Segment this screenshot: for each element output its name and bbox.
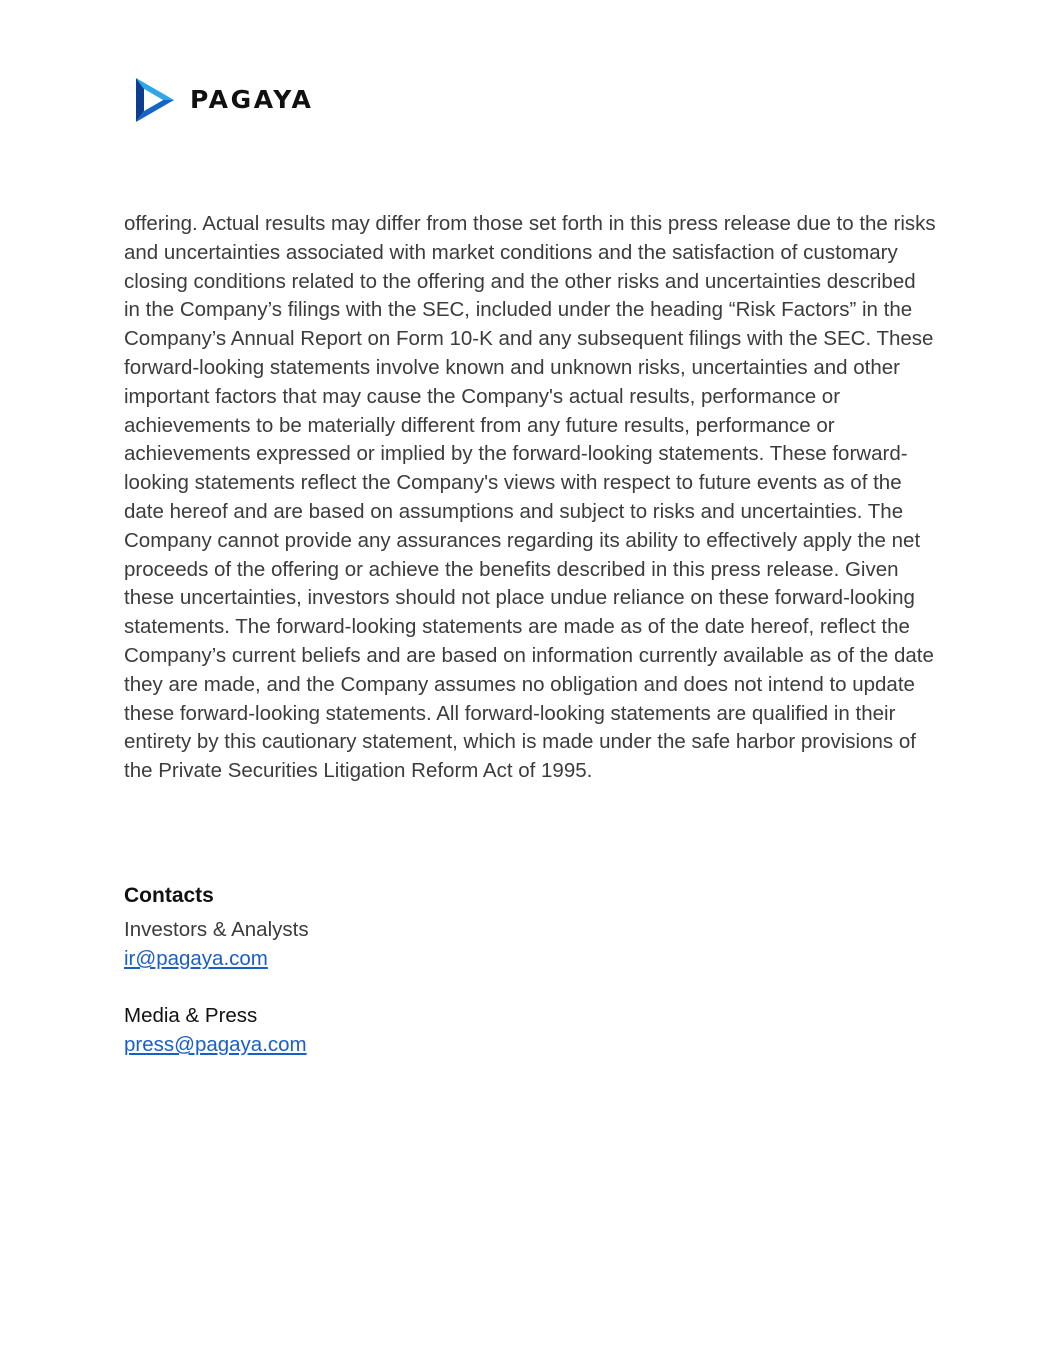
forward-looking-statements-paragraph: offering. Actual results may differ from those set forth in this press release due to the risks and uncertainties associated with market conditions and the satisfaction of customary closing conditions related to the offering and the other risks and uncertainties described in the Company’s filings with the SEC, included under the heading “Risk Factors” in the Company’s Annual Report on Form 10-K and any subsequent filings with the SEC. These forward-looking statements involve known and unknown risks, uncertainties and other important factors that may cause the Company's actual results, performance or achievements to be materially different from any future results, performance or achievements expressed or implied by the forward-looking statements. These forward-looking statements reflect the Company's views with respect to future events as of the date hereof and are based on assumptions and subject to risks and uncertainties. The Company cannot provide any assurances regarding its ability to effectively apply the net proceeds of the offering or achieve the benefits described in this press release. Given these uncertainties, investors should not place undue reliance on these forward-looking statements. The forward-looking statements are made as of the date hereof, reflect the Company’s current beliefs and are based on information currently available as of the date they are made, and the Company assumes no obligation and does not intend to update these forward-looking statements. All forward-looking statements are qualified in their entirety by this cautionary statement, which is made under the safe harbor provisions of the Private Securities Litigation Reform Act of 1995. bbox=[124, 212, 936, 783]
pagaya-logo bbox=[133, 76, 314, 124]
media-email-link[interactable]: press@pagaya.com bbox=[124, 1033, 307, 1056]
investors-contact-label: Investors & Analysts bbox=[124, 918, 309, 941]
contacts-heading: Contacts bbox=[124, 884, 214, 907]
media-contact-label: Media & Press bbox=[124, 1004, 258, 1027]
brand-wordmark: PAGAYA bbox=[190, 85, 314, 114]
pagaya-play-icon bbox=[133, 76, 175, 124]
investors-email-link[interactable]: ir@pagaya.com bbox=[124, 947, 268, 970]
